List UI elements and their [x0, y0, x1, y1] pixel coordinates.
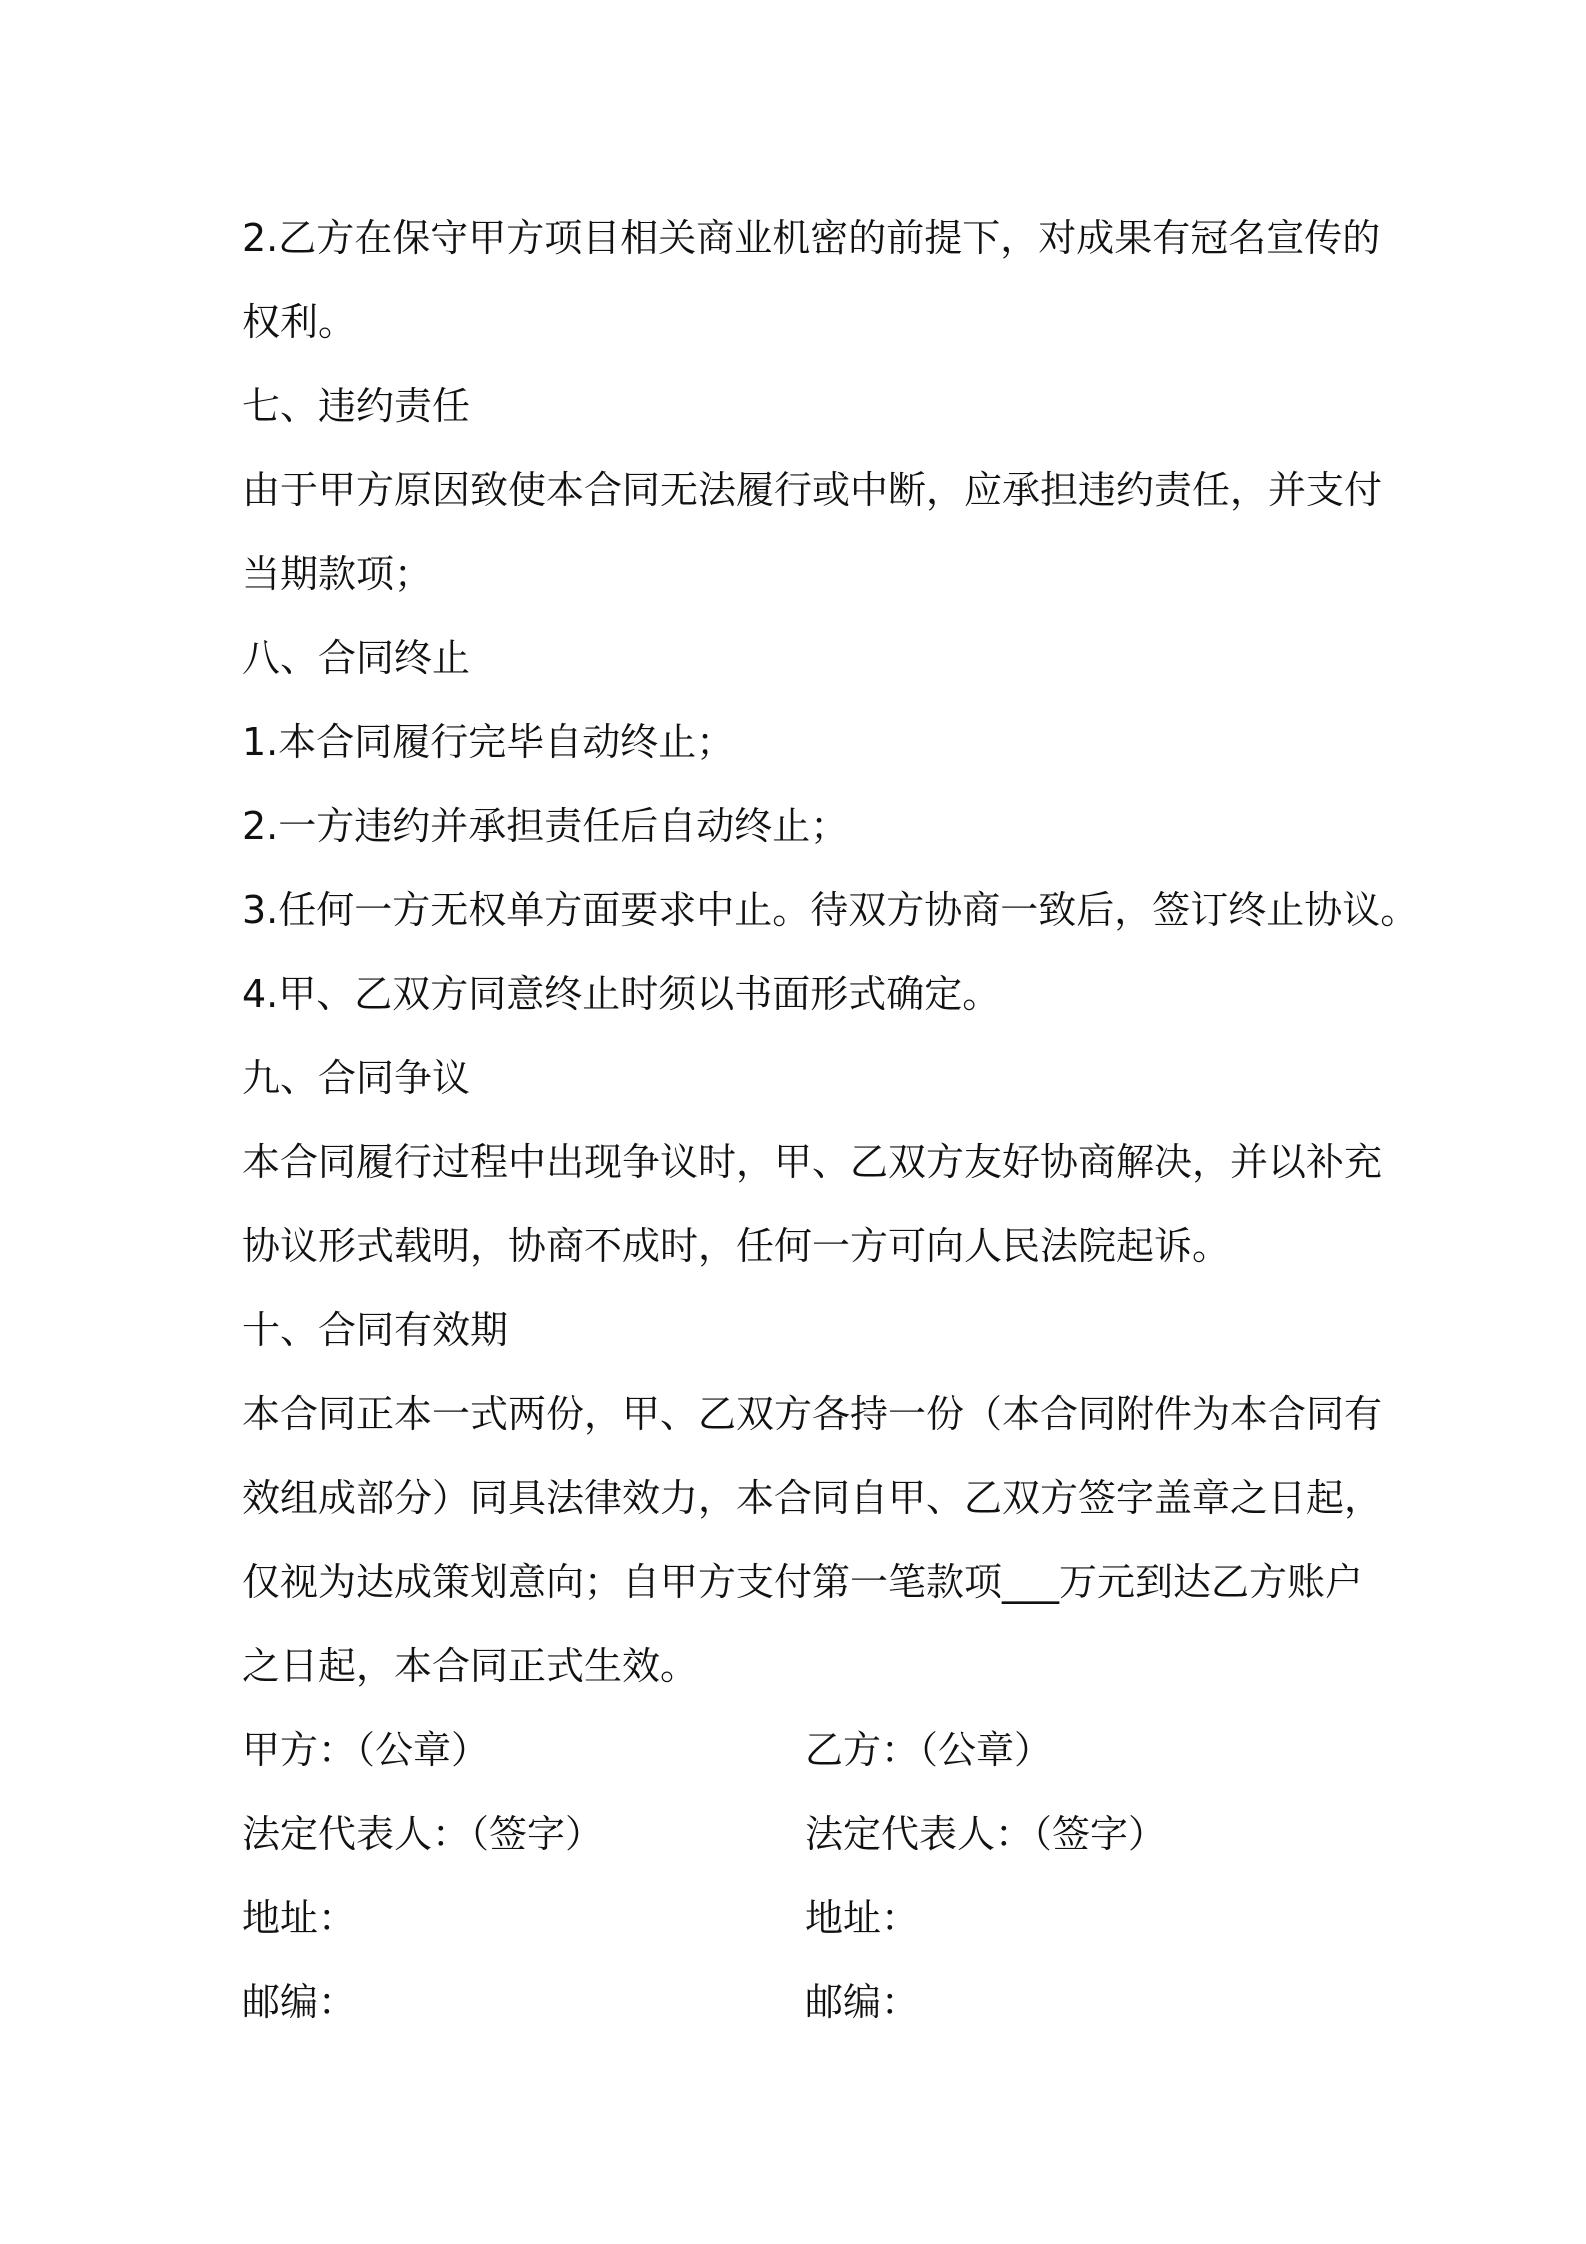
clause-validity-line-2: 效组成部分）同具法律效力，本合同自甲、乙双方签字盖章之日起， [242, 1476, 1383, 1520]
clause-termination-item-2: 2.一方违约并承担责任后自动终止； [242, 804, 849, 848]
party-b-seal: 乙方：（公章） [805, 1728, 1053, 1772]
signature-row-representative [242, 1792, 1362, 1876]
section-heading-breach: 七、违约责任 [242, 384, 471, 428]
clause-validity-line-3: 仅视为达成策划意向；自甲方支付第一笔款项___万元到达乙方账户 [242, 1560, 1364, 1604]
clause-dispute-line-2: 协议形式载明，协商不成时，任何一方可向人民法院起诉。 [242, 1224, 1231, 1268]
clause-breach-line-2: 当期款项； [242, 552, 433, 596]
clause-dispute-line-1: 本合同履行过程中出现争议时，甲、乙双方友好协商解决，并以补充 [242, 1140, 1383, 1184]
section-heading-validity: 十、合同有效期 [242, 1308, 509, 1352]
clause-termination-item-3: 3.任何一方无权单方面要求中止。待双方协商一致后，签订终止协议。 [242, 888, 1419, 932]
clause-termination-item-4: 4.甲、乙双方同意终止时须以书面形式确定。 [242, 972, 1001, 1016]
party-a-representative: 法定代表人：（签字） [242, 1812, 604, 1856]
party-b-representative: 法定代表人：（签字） [805, 1812, 1167, 1856]
signature-row-address [242, 1876, 1362, 1960]
section-heading-termination: 八、合同终止 [242, 636, 471, 680]
party-a-address: 地址： [242, 1896, 357, 1940]
signature-row-postcode [242, 1960, 1362, 2044]
party-a-seal: 甲方：（公章） [242, 1728, 490, 1772]
clause-validity-line-1: 本合同正本一式两份，甲、乙双方各持一份（本合同附件为本合同有 [242, 1392, 1383, 1436]
party-b-address: 地址： [805, 1896, 920, 1940]
section-heading-dispute: 九、合同争议 [242, 1056, 471, 1100]
clause-validity-line-4: 之日起，本合同正式生效。 [242, 1644, 699, 1688]
clause-6-item-2-line-2: 权利。 [242, 300, 357, 344]
party-b-postcode: 邮编： [805, 1980, 920, 2024]
signature-row-seal [242, 1708, 1362, 1792]
clause-6-item-2-line-1: 2.乙方在保守甲方项目相关商业机密的前提下，对成果有冠名宣传的 [242, 216, 1381, 260]
contract-body [242, 196, 1419, 2044]
clause-termination-item-1: 1.本合同履行完毕自动终止； [242, 720, 735, 764]
party-a-postcode: 邮编： [242, 1980, 357, 2024]
clause-breach-line-1: 由于甲方原因致使本合同无法履行或中断，应承担违约责任，并支付 [242, 468, 1383, 512]
